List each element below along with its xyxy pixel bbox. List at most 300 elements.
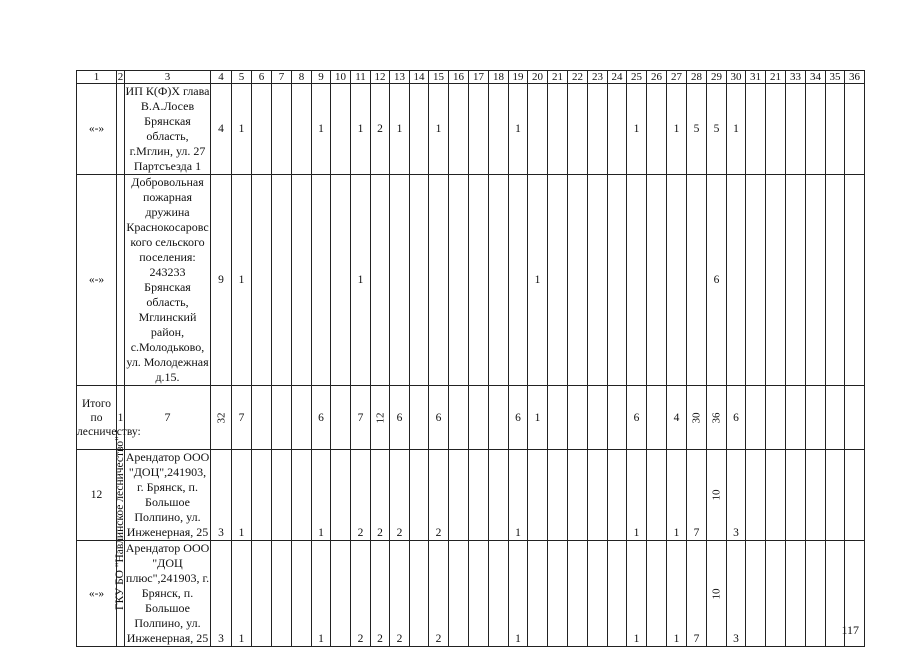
row-number-cell: «-» [77,541,117,647]
value-cell-col-16 [449,386,469,450]
cell-value: 2 [377,633,383,645]
cell-value: 1 [534,274,541,286]
value-cell-col-8 [292,84,312,175]
value-cell-col-10 [331,541,351,647]
page-number: 117 [841,623,859,637]
value-cell-col-13 [390,84,410,175]
name-line: Добровольная [131,175,204,189]
rotated-value: 10 [710,489,723,501]
cell-value: 1 [673,633,680,645]
header-cell: 33 [786,71,806,84]
value-cell-col-24 [608,386,627,450]
value-cell-col-26 [647,84,667,175]
cell-value: 1 [238,527,245,539]
header-cell: 12 [371,71,390,84]
value-cell-col-29 [707,450,727,541]
value-cell-col-35 [826,175,845,386]
value-cell-col-14 [410,450,429,541]
name-line: плюс",241903, г. [125,571,210,585]
name-line: район, [150,325,185,339]
cell-value: 5 [693,123,700,135]
header-cell: 4 [211,71,232,84]
value-cell-col-13 [390,541,410,647]
value-cell-col-31 [746,175,766,386]
header-cell: 30 [727,71,746,84]
value-cell-col-21 [548,386,568,450]
cell-value: 2 [396,633,403,645]
value-cell-col-30 [727,386,746,450]
value-cell-col-20 [528,386,548,450]
name-line: г. Брянск, п. [137,480,198,494]
header-cell: 18 [489,71,509,84]
name-line: В.А.Лосев [140,99,195,113]
value-cell-col-6 [252,541,272,647]
name-line: Мглинский [138,310,197,324]
value-cell-col-10 [331,84,351,175]
value-cell-col-16 [449,450,469,541]
header-cell: 36 [845,71,865,84]
name-line: дружина [145,205,190,219]
value-cell-col-24 [608,175,627,386]
value-cell-col-18 [489,450,509,541]
value-cell-col-26 [647,386,667,450]
row-number-cell: Итого по лесничеству: [77,386,117,450]
name-line: Инженерная, 25 [126,631,209,645]
value-cell-col-14 [410,175,429,386]
value-cell-col-34 [806,450,826,541]
cell-value: 1 [238,123,245,135]
value-cell-col-22 [568,450,588,541]
cell-value: 1 [534,411,541,424]
value-cell-col-4 [211,175,232,386]
header-cell: 2 [117,70,124,83]
value-cell-col-5 [232,175,252,386]
value-cell-col-18 [489,386,509,450]
row-number-cell: «-» [77,175,117,386]
header-cell: 21 [766,71,786,84]
header-cell: 8 [292,71,312,84]
org-cell: 1 [117,386,125,450]
cell-value: 6 [733,411,739,424]
org-cell [117,84,125,175]
value-cell-col-25 [627,450,647,541]
value-cell-col-27 [667,386,687,450]
value-cell-col-35 [826,386,845,450]
header-cell: 14 [410,71,429,84]
value-cell-col-31 [746,84,766,175]
value-cell-col-7 [272,541,292,647]
header-cell: 6 [252,71,272,84]
value-cell-col-36 [845,450,865,541]
value-cell-col-21 [548,175,568,386]
value-cell-col-5 [232,386,252,450]
cell-value: 4 [673,411,680,424]
cell-value: 2 [396,527,403,539]
header-cell: 31 [746,71,766,84]
value-cell-col-31 [746,541,766,647]
value-cell-col-32 [766,175,786,386]
header-cell: 27 [667,71,687,84]
value-cell-col-16 [449,175,469,386]
value-cell-col-33 [786,541,806,647]
value-cell-col-29 [707,386,727,450]
value-cell-col-30 [727,84,746,175]
name-line: Брянская [144,114,191,128]
value-cell-col-6 [252,175,272,386]
row-number-cell: 12 [77,450,117,541]
value-cell-col-35 [826,84,845,175]
value-cell-col-36 [845,386,865,450]
value-cell-col-8 [292,541,312,647]
value-cell-col-11 [351,541,371,647]
cell-value: 2 [435,633,442,645]
value-cell-col-15 [429,450,449,541]
cell-value: 3 [218,633,224,645]
name-line: Инженерная, 25 [126,525,209,539]
value-cell-col-4 [211,450,232,541]
cell-value: 1 [357,274,364,286]
value-cell-col-4 [211,84,232,175]
value-cell-col-11 [351,386,371,450]
forestry-table [76,70,865,647]
value-cell-col-34 [806,386,826,450]
value-cell-col-6 [252,386,272,450]
table-row [77,84,865,175]
value-cell-col-32 [766,386,786,450]
cell-value: 1 [515,123,521,135]
name-line: с.Молодьково, [130,340,205,354]
value-cell-col-23 [588,175,608,386]
cell-value: 1 [673,527,680,539]
name-cell [125,450,211,541]
header-cell: 7 [272,71,292,84]
value-cell-col-23 [588,386,608,450]
name-line: Арендатор ООО [125,541,210,555]
value-cell-col-26 [647,541,667,647]
name-line: Партсъезда 1 [133,159,202,173]
header-cell: 1 [77,71,117,84]
cell-value: 1 [357,123,364,135]
value-cell-col-31 [746,386,766,450]
value-cell-col-5 [232,84,252,175]
value-cell-col-31 [746,450,766,541]
value-cell-col-34 [806,541,826,647]
name-line: Большое [145,495,190,509]
value-cell-col-20 [528,450,548,541]
value-cell-col-17 [469,541,489,647]
header-cell: 34 [806,71,826,84]
name-line: г.Мглин, ул. 27 [129,144,206,158]
value-cell-col-28 [687,386,707,450]
cell-value: 3 [733,633,739,645]
rotated-value: 32 [215,412,227,423]
value-cell-col-9 [312,175,331,386]
value-cell-col-18 [489,175,509,386]
cell-value: 3 [218,527,224,539]
rotated-value: 36 [710,412,723,423]
value-cell-col-4 [211,386,232,450]
value-cell-col-16 [449,84,469,175]
value-cell-col-21 [548,541,568,647]
header-cell: 21 [548,71,568,84]
value-cell-col-28 [687,541,707,647]
table-row [77,541,865,647]
header-cell: 11 [351,71,371,84]
value-cell-col-10 [331,386,351,450]
name-line: область, [146,295,189,309]
cell-value: 1 [515,633,521,645]
cell-value: 1 [318,123,324,135]
header-cell: 23 [588,71,608,84]
cell-value: 1 [238,274,245,286]
cell-value: 9 [218,274,224,286]
cell-value: 7 [238,411,245,424]
value-cell-col-29 [707,84,727,175]
value-cell-col-9 [312,386,331,450]
value-cell-col-27 [667,541,687,647]
name-cell [125,84,211,175]
value-cell-col-33 [786,84,806,175]
value-cell-col-26 [647,450,667,541]
name-line: Полпино, ул. [134,616,201,630]
organization-label-text: ГКУ БО "Навлинское лесничество" [114,436,126,610]
value-cell-col-5 [232,541,252,647]
value-cell-col-19 [509,541,528,647]
value-cell-col-27 [667,175,687,386]
value-cell-col-13 [390,175,410,386]
cell-value: 2 [357,633,364,645]
value-cell-col-36 [845,175,865,386]
value-cell-col-23 [588,541,608,647]
value-cell-col-12 [371,175,390,386]
value-cell-col-33 [786,386,806,450]
cell-value: 1 [633,527,640,539]
value-cell-col-20 [528,541,548,647]
header-cell: 20 [528,71,548,84]
value-cell-col-27 [667,450,687,541]
value-cell-col-32 [766,84,786,175]
value-cell-col-32 [766,541,786,647]
cell-value: 6 [515,411,521,424]
value-cell-col-9 [312,84,331,175]
cell-value: 4 [218,123,224,135]
header-cell: 17 [469,71,489,84]
value-cell-col-28 [687,84,707,175]
value-cell-col-14 [410,84,429,175]
value-cell-col-30 [727,450,746,541]
value-cell-col-19 [509,175,528,386]
value-cell-col-23 [588,84,608,175]
value-cell-col-8 [292,450,312,541]
name-line: поселения: [139,250,196,264]
value-cell-col-28 [687,175,707,386]
header-cell: 22 [568,71,588,84]
value-cell-col-26 [647,175,667,386]
value-cell-col-14 [410,541,429,647]
name-line: пожарная [142,190,192,204]
name-line: 243233 Брянская [144,265,191,294]
value-cell-col-33 [786,175,806,386]
header-row [77,71,865,84]
header-cell: 3 [125,71,211,84]
value-cell-col-12 [371,386,390,450]
name-line: "ДОЦ",241903, [128,465,207,479]
value-cell-col-7 [272,175,292,386]
cell-value: 1 [633,123,640,135]
value-cell-col-19 [509,386,528,450]
cell-value: 1 [318,633,324,645]
value-cell-col-7 [272,386,292,450]
org-cell [117,175,125,386]
cell-value: 3 [733,527,739,539]
name-line: "ДОЦ [152,556,183,570]
value-cell-col-22 [568,84,588,175]
cell-value: 2 [357,527,364,539]
cell-value: 1 [435,123,442,135]
value-cell-col-7 [272,84,292,175]
cell-value: 7 [693,527,700,539]
name-line: область, [146,129,189,143]
header-cell: 35 [826,71,845,84]
value-cell-col-16 [449,541,469,647]
rotated-value: 12 [374,412,386,423]
header-cell: 26 [647,71,667,84]
value-cell-col-22 [568,175,588,386]
cell-value: 1 [673,123,680,135]
value-cell-col-15 [429,541,449,647]
value-cell-col-25 [627,175,647,386]
value-cell-col-17 [469,84,489,175]
header-cell: 13 [390,71,410,84]
value-cell-col-12 [371,84,390,175]
value-cell-col-27 [667,84,687,175]
value-cell-col-24 [608,541,627,647]
name-line: 7 [164,410,171,424]
value-cell-col-11 [351,450,371,541]
value-cell-col-22 [568,541,588,647]
value-cell-col-10 [331,450,351,541]
cell-value: 1 [238,633,245,645]
table-row [77,450,865,541]
value-cell-col-36 [845,84,865,175]
value-cell-col-7 [272,450,292,541]
value-cell-col-8 [292,175,312,386]
value-cell-col-9 [312,541,331,647]
name-cell [125,175,211,386]
value-cell-col-29 [707,175,727,386]
value-cell-col-33 [786,450,806,541]
header-cell: 25 [627,71,647,84]
value-cell-col-18 [489,541,509,647]
name-cell [125,386,211,450]
name-line: д.15. [155,370,180,384]
value-cell-col-25 [627,541,647,647]
value-cell-col-6 [252,84,272,175]
cell-value: 1 [633,633,640,645]
rotated-value: 30 [690,412,703,423]
cell-value: 6 [633,411,640,424]
header-cell: 29 [707,71,727,84]
cell-value: 1 [396,123,403,135]
name-line: Большое [145,601,190,615]
value-cell-col-19 [509,450,528,541]
value-cell-col-21 [548,450,568,541]
value-cell-col-8 [292,386,312,450]
value-cell-col-25 [627,84,647,175]
value-cell-col-15 [429,386,449,450]
value-cell-col-25 [627,386,647,450]
value-cell-col-15 [429,84,449,175]
value-cell-col-17 [469,450,489,541]
value-cell-col-11 [351,175,371,386]
value-cell-col-35 [826,450,845,541]
name-line: ИП К(Ф)Х глава [125,84,210,98]
cell-value: 7 [357,411,364,424]
value-cell-col-34 [806,175,826,386]
value-cell-col-4 [211,541,232,647]
cell-value: 2 [377,527,383,539]
cell-value: 6 [318,411,324,424]
cell-value: 6 [713,274,720,286]
value-cell-col-9 [312,450,331,541]
cell-value: 1 [515,527,521,539]
name-line: кого сельского [130,235,205,249]
row-number-cell: «-» [77,84,117,175]
name-cell [125,541,211,647]
value-cell-col-21 [548,84,568,175]
value-cell-col-32 [766,450,786,541]
header-cell: 16 [449,71,469,84]
value-cell-col-23 [588,450,608,541]
cell-value: 2 [435,527,442,539]
value-cell-col-6 [252,450,272,541]
header-cell: 5 [232,71,252,84]
cell-value: 1 [733,123,739,135]
value-cell-col-30 [727,175,746,386]
value-cell-col-24 [608,84,627,175]
name-line: Краснокосаровс [126,220,209,234]
value-cell-col-13 [390,386,410,450]
value-cell-col-20 [528,84,548,175]
name-line: Брянск, п. [141,586,194,600]
value-cell-col-11 [351,84,371,175]
value-cell-col-17 [469,175,489,386]
cell-value: 5 [713,123,720,135]
value-cell-col-17 [469,386,489,450]
value-cell-col-12 [371,450,390,541]
table-row [77,175,865,386]
cell-value: 6 [396,411,403,424]
value-cell-col-10 [331,175,351,386]
header-cell: 15 [429,71,449,84]
value-cell-col-24 [608,450,627,541]
value-cell-col-28 [687,450,707,541]
header-cell: 10 [331,71,351,84]
table-row [77,386,865,450]
cell-value: 7 [693,633,700,645]
value-cell-col-14 [410,386,429,450]
rotated-value: 10 [710,588,723,599]
value-cell-col-20 [528,175,548,386]
organization-label [112,436,126,618]
value-cell-col-30 [727,541,746,647]
header-cell: 24 [608,71,627,84]
header-cell: 28 [687,71,707,84]
value-cell-col-15 [429,175,449,386]
header-cell: 19 [509,71,528,84]
value-cell-col-22 [568,386,588,450]
value-cell-col-12 [371,541,390,647]
